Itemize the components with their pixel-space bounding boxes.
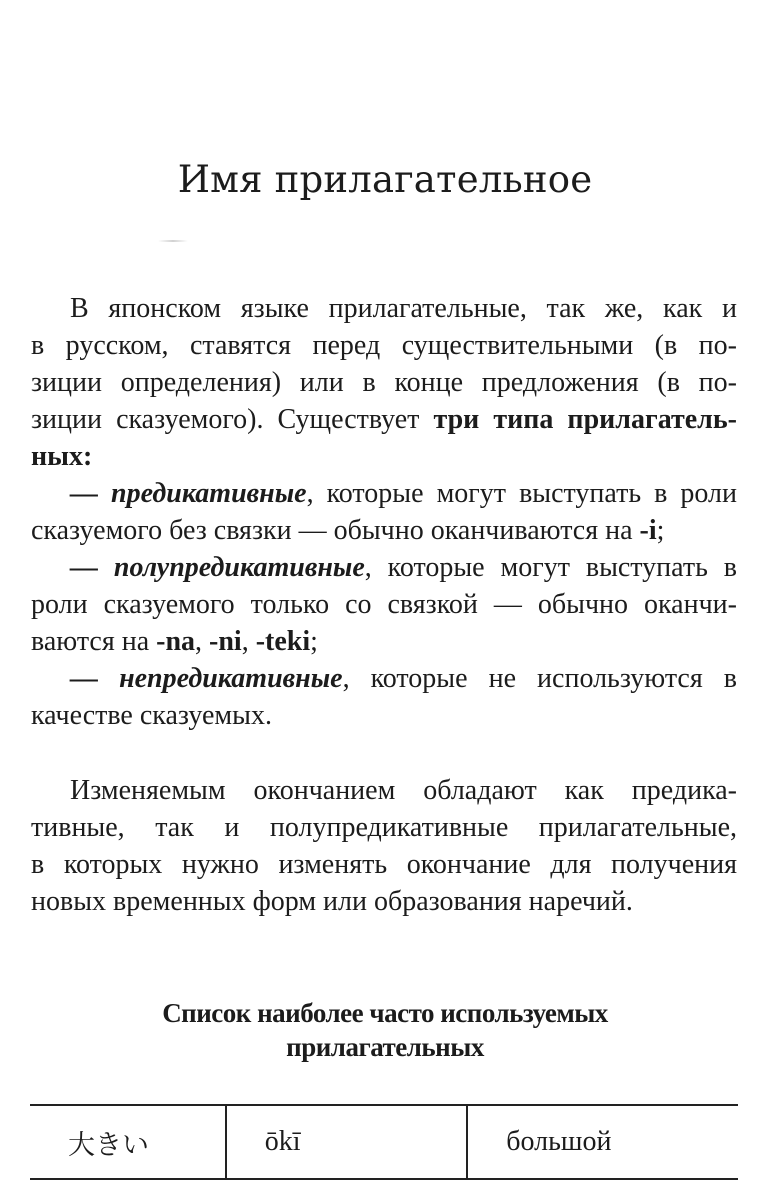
type-2-line-2: роли сказуемого только со связкой — обычно оканчи- [31, 589, 737, 620]
intro-line-5: ных: [31, 441, 93, 472]
romaji-cell: ōkī [226, 1105, 468, 1179]
type-2-line-3 [31, 623, 737, 660]
intro-line-3: зиции определения) или в конце предложения (в по- [31, 367, 737, 398]
scan-smudge [158, 240, 188, 242]
para2-line-4: новых временных форм или образования наречий. [31, 886, 633, 917]
chapter-title: Имя прилагательное [177, 158, 593, 201]
type-1-ending: -i [639, 515, 657, 546]
type-2-tail: ; [310, 626, 318, 657]
type-2-line-1 [31, 549, 737, 586]
para2-line-3: в которых нужно изменять окончание для получения [31, 849, 737, 880]
table-row [30, 1105, 738, 1179]
japanese-cell: 大きい [30, 1105, 226, 1179]
type-1-dash: — [70, 478, 112, 509]
type-2-ending-2: -ni [209, 626, 242, 657]
list-title [0, 996, 770, 1064]
type-1-text-a: , которые могут выступать в роли [306, 478, 737, 509]
type-2-ending-1: -na [156, 626, 196, 657]
type-1-name: предикативные [111, 478, 307, 509]
type-1-line-2 [31, 512, 737, 549]
para2-line-2: тивные, так и полупредикативные прилагательные, [31, 812, 737, 843]
type-3-dash: — [70, 663, 120, 694]
type-2-sep-2: , [241, 626, 256, 657]
para2-line-1: Изменяемым окончанием обладают как предика- [70, 775, 737, 806]
list-title-line-1: Список наиболее часто используемых [162, 998, 608, 1028]
list-title-line-2: прилагательных [286, 1032, 484, 1062]
type-2-dash: — [70, 552, 114, 583]
type-1-text-b: сказуемого без связки — обычно оканчиваются на [31, 515, 640, 546]
type-3-text-a: , которые не используются в [342, 663, 738, 694]
endings-paragraph [31, 772, 737, 920]
intro-line-1: В японском языке прилагательные, так же, как и [70, 293, 737, 324]
type-3-line-1 [31, 660, 737, 697]
vocabulary-table [30, 1104, 738, 1180]
intro-paragraph [31, 290, 737, 734]
type-3-line-2: качестве сказуемых. [31, 700, 272, 731]
intro-line-2: в русском, ставятся перед существительными (в по- [31, 330, 737, 361]
russian-cell: большой [467, 1105, 738, 1179]
type-2-name: полупредикативные [113, 552, 365, 583]
type-1-line-1 [31, 475, 737, 512]
type-2-text-c: ваются на [31, 626, 157, 657]
type-1-tail: ; [656, 515, 665, 546]
type-2-text-a: , которые могут выступать в [364, 552, 738, 583]
intro-line-4 [31, 401, 737, 438]
type-3-name: непредикативные [119, 663, 343, 694]
intro-text: зиции сказуемого). Существует [31, 404, 434, 435]
type-2-sep-1: , [195, 626, 210, 657]
three-types-emphasis: три типа прилагатель- [433, 404, 737, 435]
type-2-ending-3: -teki [255, 626, 311, 657]
